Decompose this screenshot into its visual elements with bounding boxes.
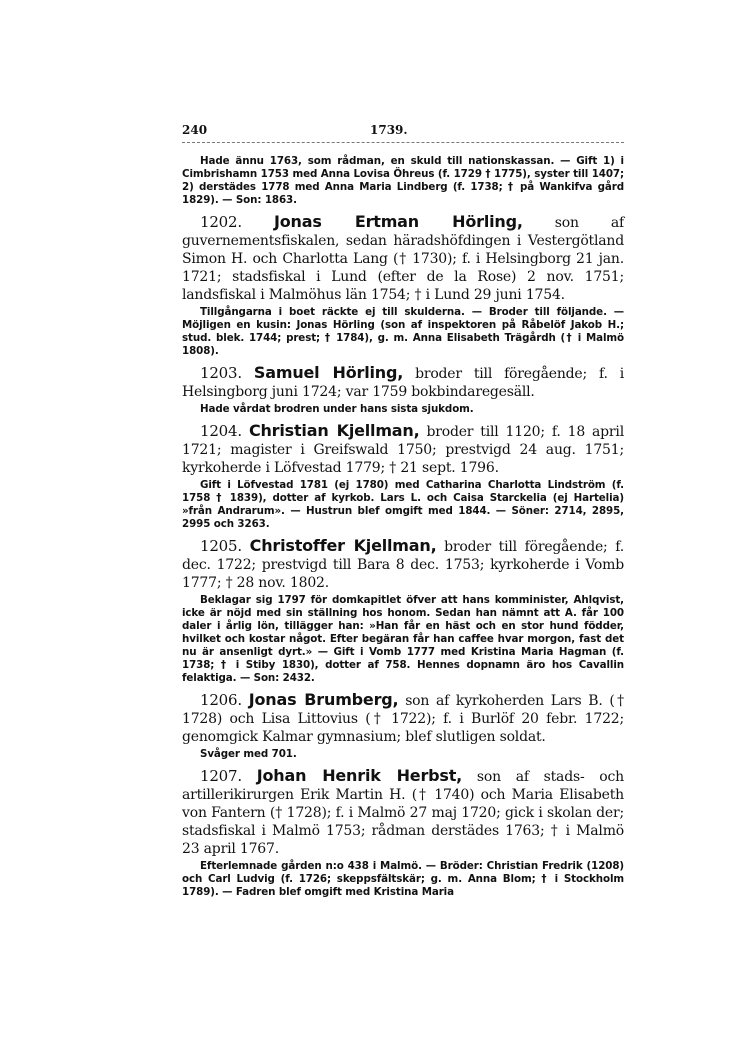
entry-text: broder till föregående; f. dec. 1722; prestvigd till Bara 8 dec. 1753; kyrkoherde i Vomb 1777; † 28 nov. 1802.: [182, 539, 624, 591]
person-name: Jonas Brumberg,: [248, 690, 399, 709]
entry-number: 1203.: [200, 364, 242, 382]
entry-number: 1207.: [200, 767, 242, 785]
entry-note: Beklagar sig 1797 för domkapitlet öfver att hans komminister, Ahlqvist, icke är nöjd med sin ställning hos honom. Sedan han nämnt att A. får 100 daler i årlig lön, tillägger han: »Han får en häst och en stor hund födder, hvilket och kostar något. Efter begäran får han caffee hvar morgon, fast det nu är ansenligt dyrt.» — Gift i Vomb 1777 med Kristina Maria Hagman (f. 1738; † i Stiby 1830), dotter af 758. Hennes dopnamn äro hos Cavallin felaktiga. — Son: 2432.: [182, 594, 624, 684]
running-head-year: 1739.: [370, 123, 408, 137]
entry-text: son af stads- och artillerikirurgen Erik Martin H. († 1740) och Maria Elisabeth von Fantern († 1728); f. i Malmö 27 maj 1720; gick i skolan der; stadsfiskal i Malmö 1753; rådman derstädes 1763; † i Malmö 23 april 1767.: [182, 769, 624, 857]
entry-body: [182, 213, 624, 304]
entry-note: Hade vårdat brodren under hans sista sjukdom.: [200, 403, 474, 415]
person-name: Christoffer Kjellman,: [249, 536, 437, 555]
person-name: Jonas Ertman Hörling,: [274, 212, 523, 231]
entry-body: [182, 767, 624, 858]
entry-1205: [182, 537, 624, 685]
header-rule: [182, 142, 624, 143]
entry-body: [182, 537, 624, 592]
page-number: 240: [182, 123, 208, 137]
entry-note: Efterlemnade gården n:o 438 i Malmö. — Bröder: Christian Fredrik (1208) och Carl Ludvig (f. 1726; skeppsfältskär; g. m. Anna Blom; † i Stockholm 1789). — Fadren blef omgift med Kristina Maria: [182, 860, 624, 898]
entry-text: son af guvernementsfiskalen, sedan häradshöfdingen i Vestergötland Simon H. och Charlotta Lang († 1730); f. i Helsingborg 21 jan. 1721; stadsfiskal i Lund (efter de la Rose) 2 nov. 1751; landsfiskal i Malmöhus län 1754; † i Lund 29 juni 1754.: [182, 215, 624, 303]
entry-note: Tillgångarna i boet räckte ej till skulderna. — Broder till följande. — Möjligen en kusin: Jonas Hörling (son af inspektoren på Råbelöf Jakob H.; stud. blek. 1744; prest; † 1784), g. m. Anna Elisabeth Trägårdh († i Malmö 1808).: [182, 306, 624, 357]
entry-note: Gift i Löfvestad 1781 (ej 1780) med Catharina Charlotta Lindström (f. 1758 † 1839), dotter af kyrkob. Lars L. och Caisa Starckelia (ej Hartelia) »från Andrarum». — Hustrun blef omgift med 1844. — Söner: 2714, 2895, 2995 och 3263.: [182, 479, 624, 530]
entry-text: broder till föregående; f. i Helsingborg juni 1724; var 1759 bokbindaregesäll.: [182, 366, 624, 400]
person-name: Christian Kjellman,: [248, 421, 420, 440]
entry-number: 1204.: [200, 422, 242, 440]
entry-1206: [182, 691, 624, 761]
entry-body: [182, 422, 624, 477]
entry-number: 1202.: [200, 213, 242, 231]
entry-number: 1206.: [200, 691, 242, 709]
entry-1202: [182, 213, 624, 358]
entry-text: son af kyrkoherden Lars B. († 1728) och Lisa Littovius († 1722); f. i Burlöf 20 febr. 1722; genomgick Kalmar gymnasium; blef slutligen soldat.: [182, 693, 624, 745]
entry-body: [182, 691, 624, 746]
person-name: Johan Henrik Herbst,: [256, 766, 463, 785]
entry-text: broder till 1120; f. 18 april 1721; magister i Greifswald 1750; prestvigd 24 aug. 1751; kyrkoherde i Löfvestad 1779; † 21 sept. 1796.: [182, 424, 624, 476]
page-content: [182, 155, 624, 899]
intro-note: Hade ännu 1763, som rådman, en skuld till nationskassan. — Gift 1) i Cimbrishamn 1753 med Anna Lovisa Öhreus (f. 1729 † 1775), syster till 1407; 2) derstädes 1778 med Anna Maria Lindberg (f. 1738; † på Wankifva gård 1829). — Son: 1863.: [182, 155, 624, 206]
entry-1203: [182, 364, 624, 416]
entry-1207: [182, 767, 624, 899]
person-name: Samuel Hörling,: [253, 363, 404, 382]
entry-number: 1205.: [200, 537, 242, 555]
entry-note: Svåger med 701.: [200, 748, 297, 760]
entry-1204: [182, 422, 624, 531]
entry-body: [182, 364, 624, 401]
